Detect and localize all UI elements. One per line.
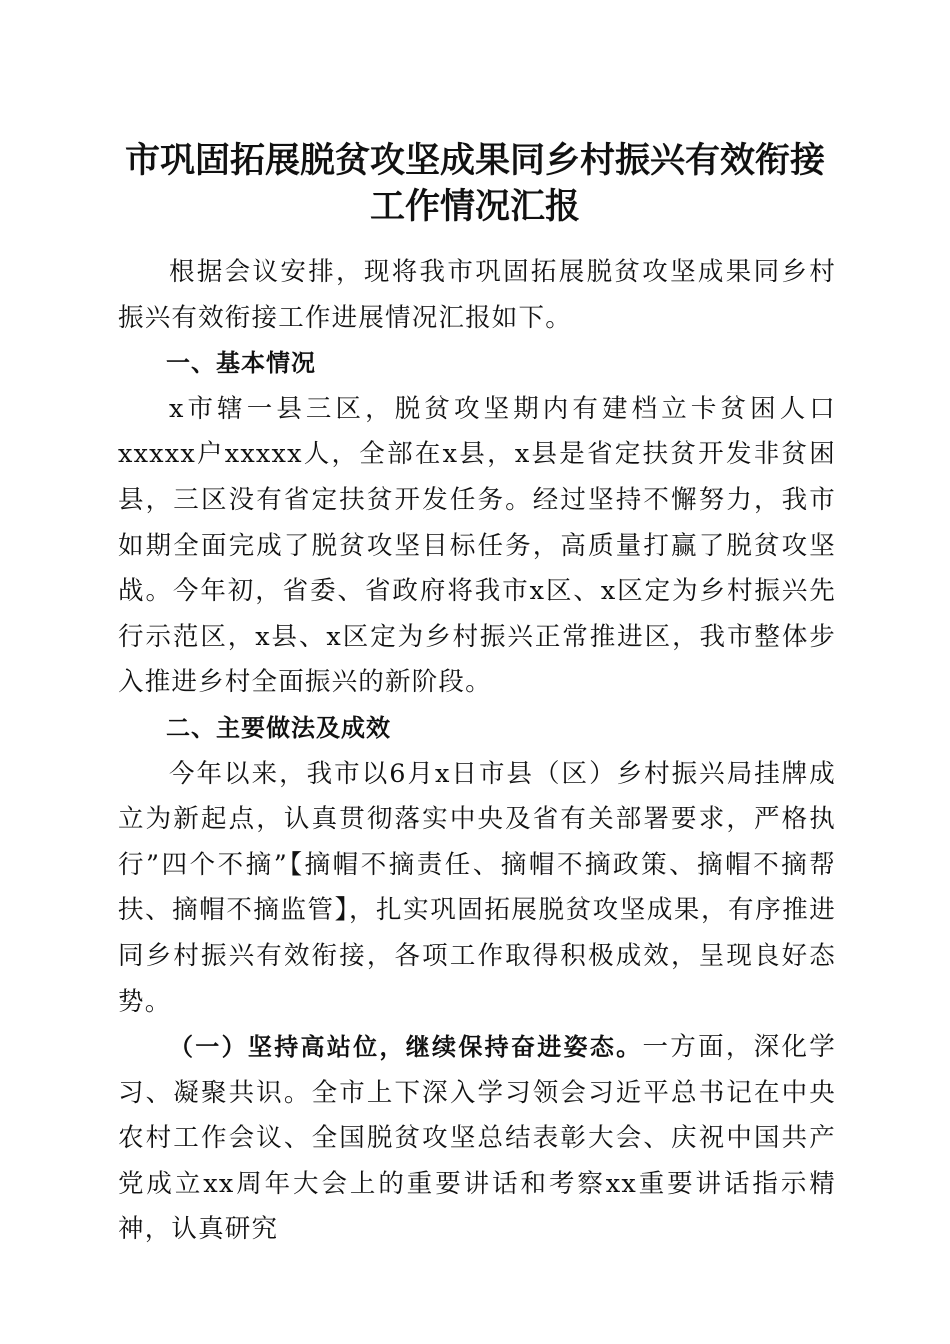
subsection-1-paragraph [118, 1025, 836, 1253]
intro-paragraph: 根据会议安排，现将我市巩固拓展脱贫攻坚成果同乡村振兴有效衔接工作进展情况汇报如下。 [118, 257, 836, 333]
document-title-line-1: 市巩固拓展脱贫攻坚成果同乡村振兴有效衔接 [124, 140, 825, 181]
document-body [118, 250, 836, 1253]
section-1-heading: 一、基本情况 [166, 349, 316, 378]
section-2-heading: 二、主要做法及成效 [166, 713, 391, 742]
subsection-1-text: 一方面，深化学习、凝聚共识。全市上下深入学习领会习近平总书记在中央农村工作会议、全国脱贫攻坚总结表彰大会、庆祝中国共产党成立xx周年大会上的重要讲话和考察xx重要讲话指示精神，认真研究 [118, 1032, 836, 1245]
document-title-line-2: 工作情况汇报 [369, 186, 580, 227]
section-1-paragraph: x市辖一县三区，脱贫攻坚期内有建档立卡贫困人口xxxxx户xxxxx人，全部在x县，x县是省定扶贫开发非贫困县，三区没有省定扶贫开发任务。经过坚持不懈努力，我市如期全面完成了脱贫攻坚目标任务，高质量打赢了脱贫攻坚战。今年初，省委、省政府将我市x区、x区定为乡村振兴先行示范区，x县、x区定为乡村振兴正常推进区，我市整体步入推进乡村全面振兴的新阶段。 [118, 393, 836, 698]
section-2-paragraph: 今年以来，我市以6月x日市县（区）乡村振兴局挂牌成立为新起点，认真贯彻落实中央及省有关部署要求，严格执行”四个不摘”【摘帽不摘责任、摘帽不摘政策、摘帽不摘帮扶、摘帽不摘监管】，扎实巩固拓展脱贫攻坚成果，有序推进同乡村振兴有效衔接，各项工作取得积极成效，呈现良好态势。 [118, 758, 836, 1017]
subsection-1-heading: （一）坚持高站位，继续保持奋进姿态。 [169, 1033, 643, 1062]
